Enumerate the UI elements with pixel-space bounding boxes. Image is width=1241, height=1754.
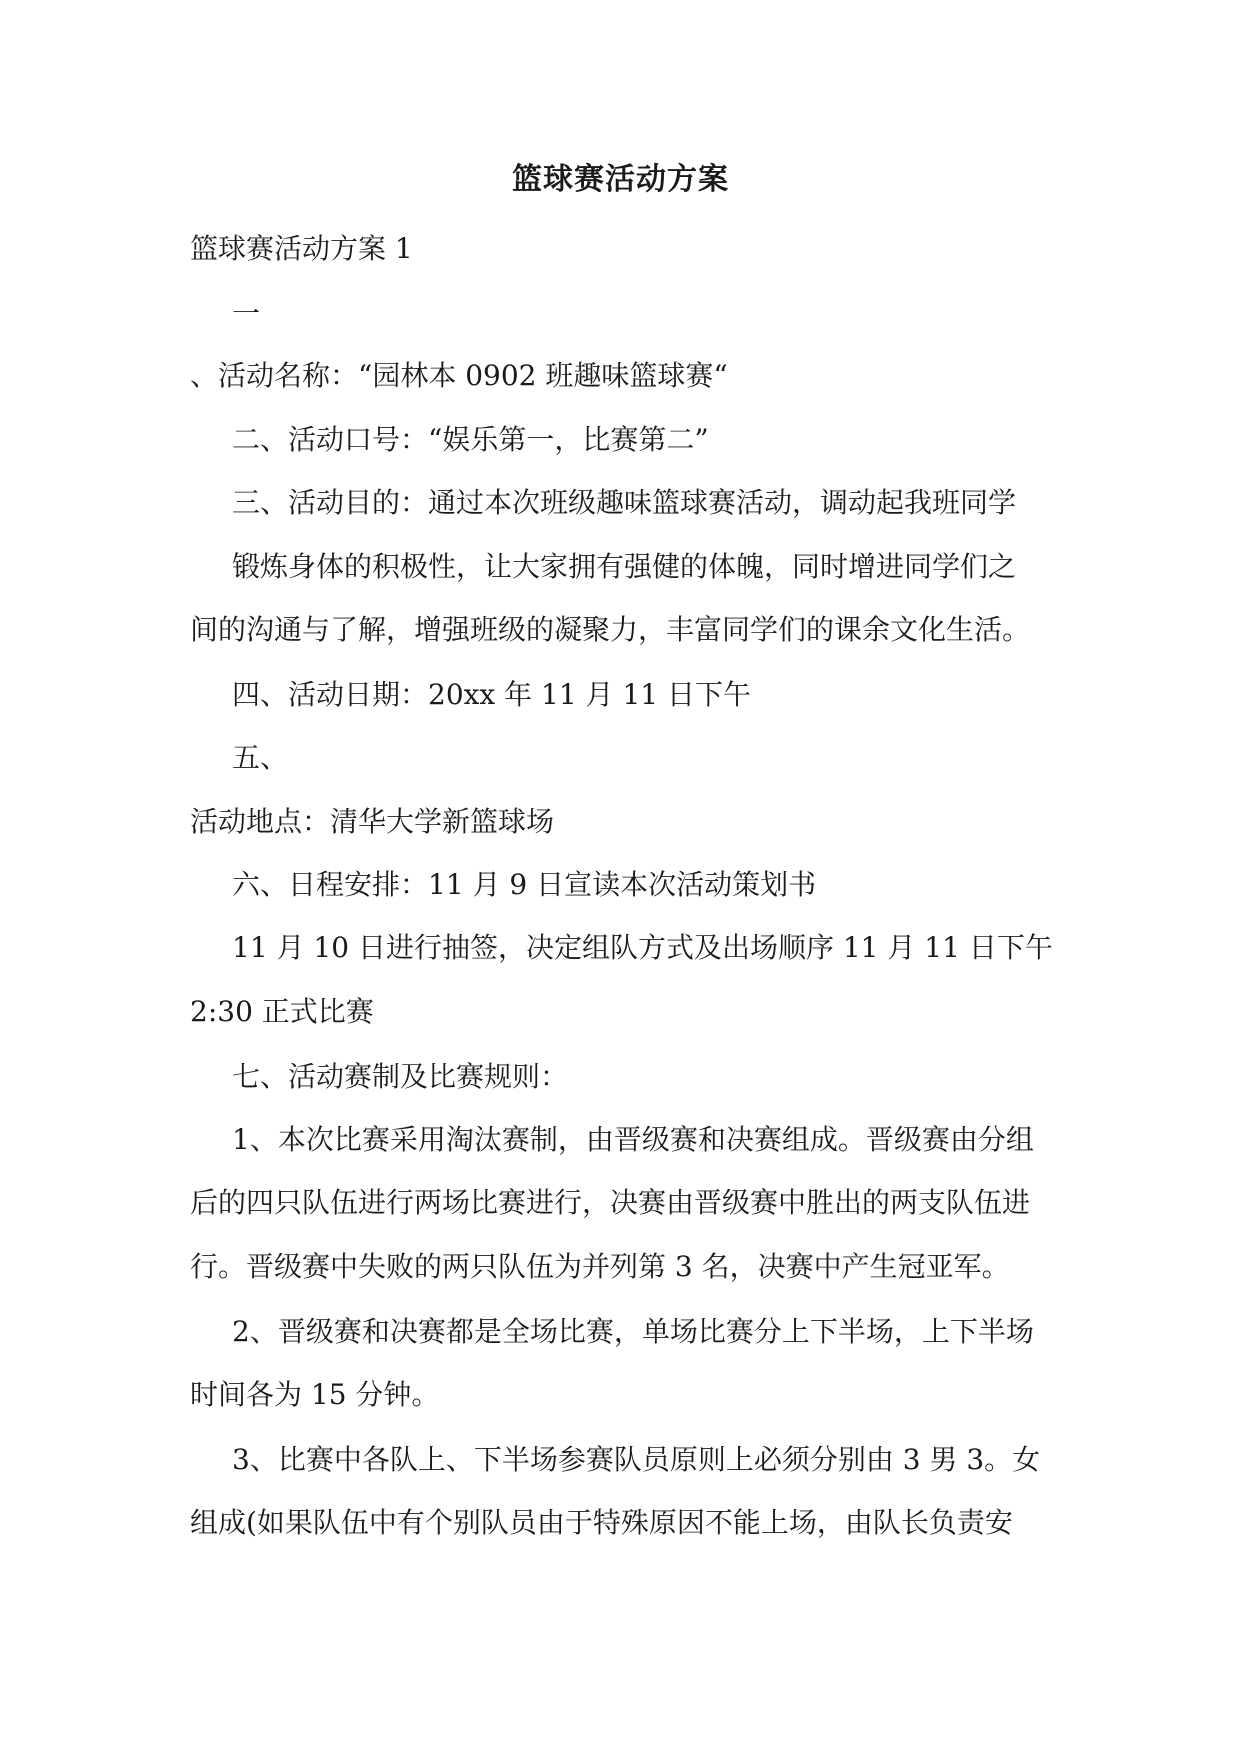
paragraph-line: 2、晋级赛和决赛都是全场比赛，单场比赛分上下半场，上下半场 bbox=[232, 1315, 1034, 1348]
paragraph-line: 间的沟通与了解，增强班级的凝聚力，丰富同学们的课余文化生活。 bbox=[190, 613, 1031, 646]
paragraph-line: 行。晋级赛中失败的两只队伍为并列第 3 名，决赛中产生冠亚军。 bbox=[190, 1250, 1010, 1283]
paragraph-line: 1、本次比赛采用淘汰赛制，由晋级赛和决赛组成。晋级赛由分组 bbox=[232, 1123, 1034, 1156]
paragraph-line: 三、活动目的：通过本次班级趣味篮球赛活动，调动起我班同学 bbox=[232, 486, 1017, 519]
paragraph-line: 组成(如果队伍中有个别队员由于特殊原因不能上场，由队长负责安 bbox=[190, 1506, 1013, 1539]
paragraph-line: 一 bbox=[232, 297, 261, 330]
section-heading: 篮球赛活动方案 1 bbox=[190, 232, 413, 265]
paragraph-line: 五、 bbox=[232, 741, 289, 774]
paragraph-line: 、活动名称：“园林本 0902 班趣味篮球赛“ bbox=[190, 359, 728, 392]
paragraph-line: 六、日程安排：11 月 9 日宣读本次活动策划书 bbox=[232, 868, 817, 901]
paragraph-line: 锻炼身体的积极性，让大家拥有强健的体魄，同时增进同学们之 bbox=[232, 550, 1017, 583]
paragraph-line: 3、比赛中各队上、下半场参赛队员原则上必须分别由 3 男 3。女 bbox=[232, 1443, 1041, 1476]
paragraph-line: 11 月 10 日进行抽签，决定组队方式及出场顺序 11 月 11 日下午 bbox=[232, 931, 1053, 964]
paragraph-line: 时间各为 15 分钟。 bbox=[190, 1378, 440, 1411]
document-title: 篮球赛活动方案 bbox=[512, 162, 729, 197]
paragraph-line: 七、活动赛制及比赛规则： bbox=[232, 1060, 569, 1093]
paragraph-line: 2:30 正式比赛 bbox=[190, 995, 374, 1028]
paragraph-line: 四、活动日期：20xx 年 11 月 11 日下午 bbox=[232, 678, 751, 711]
paragraph-line: 后的四只队伍进行两场比赛进行，决赛由晋级赛中胜出的两支队伍进 bbox=[190, 1186, 1031, 1219]
paragraph-line: 活动地点：清华大学新篮球场 bbox=[190, 805, 555, 838]
paragraph-line: 二、活动口号：“娱乐第一，比赛第二” bbox=[232, 423, 709, 456]
